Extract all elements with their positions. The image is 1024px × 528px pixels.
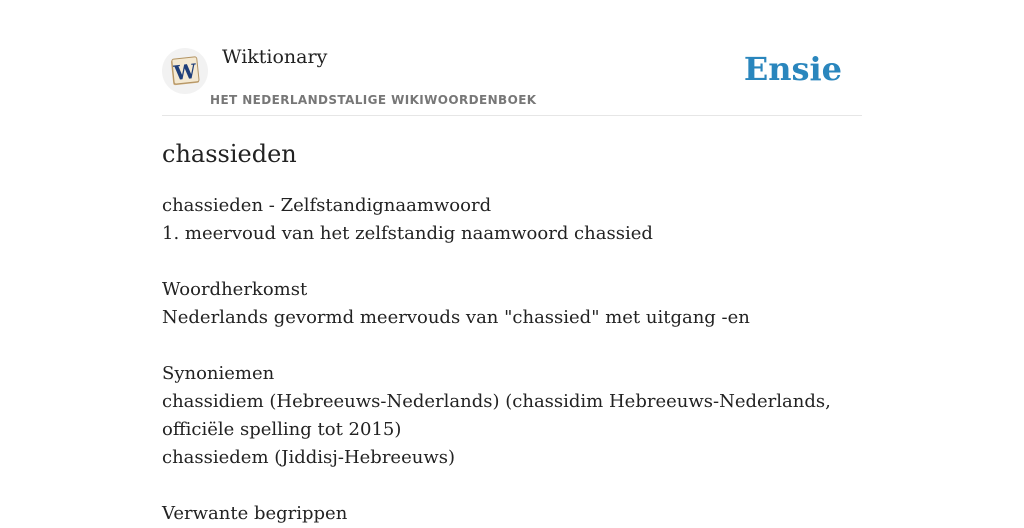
logo-tile bbox=[170, 56, 200, 86]
entry-content bbox=[162, 136, 862, 528]
logo-letter: W bbox=[172, 58, 198, 86]
synonyms-heading: Synoniemen bbox=[162, 363, 275, 384]
spacer bbox=[162, 332, 862, 360]
spacer bbox=[162, 472, 862, 500]
ensie-brand-link[interactable]: Ensie bbox=[743, 50, 842, 88]
spacer bbox=[162, 248, 862, 276]
synonym-item: chassidiem (Hebreeuws-Nederlands) (chassidim Hebreeuws-Nederlands, officiële spelling tot 2015) bbox=[162, 391, 831, 440]
site-name[interactable]: Wiktionary bbox=[222, 46, 328, 68]
site-header bbox=[162, 40, 862, 116]
definition-heading: chassieden - Zelfstandignaamwoord bbox=[162, 195, 492, 216]
etymology-text: Nederlands gevormd meervouds van "chassied" met uitgang -en bbox=[162, 307, 750, 328]
page-title: chassieden bbox=[162, 140, 297, 168]
related-heading: Verwante begrippen bbox=[162, 503, 348, 524]
site-tagline: HET NEDERLANDSTALIGE WIKIWOORDENBOEK bbox=[210, 93, 537, 107]
wiktionary-logo-icon[interactable] bbox=[162, 48, 208, 94]
etymology-heading: Woordherkomst bbox=[162, 279, 308, 300]
definition-line: 1. meervoud van het zelfstandig naamwoord chassied bbox=[162, 223, 653, 244]
entry-body bbox=[162, 192, 862, 528]
synonym-item: chassiedem (Jiddisj-Hebreeuws) bbox=[162, 447, 455, 468]
